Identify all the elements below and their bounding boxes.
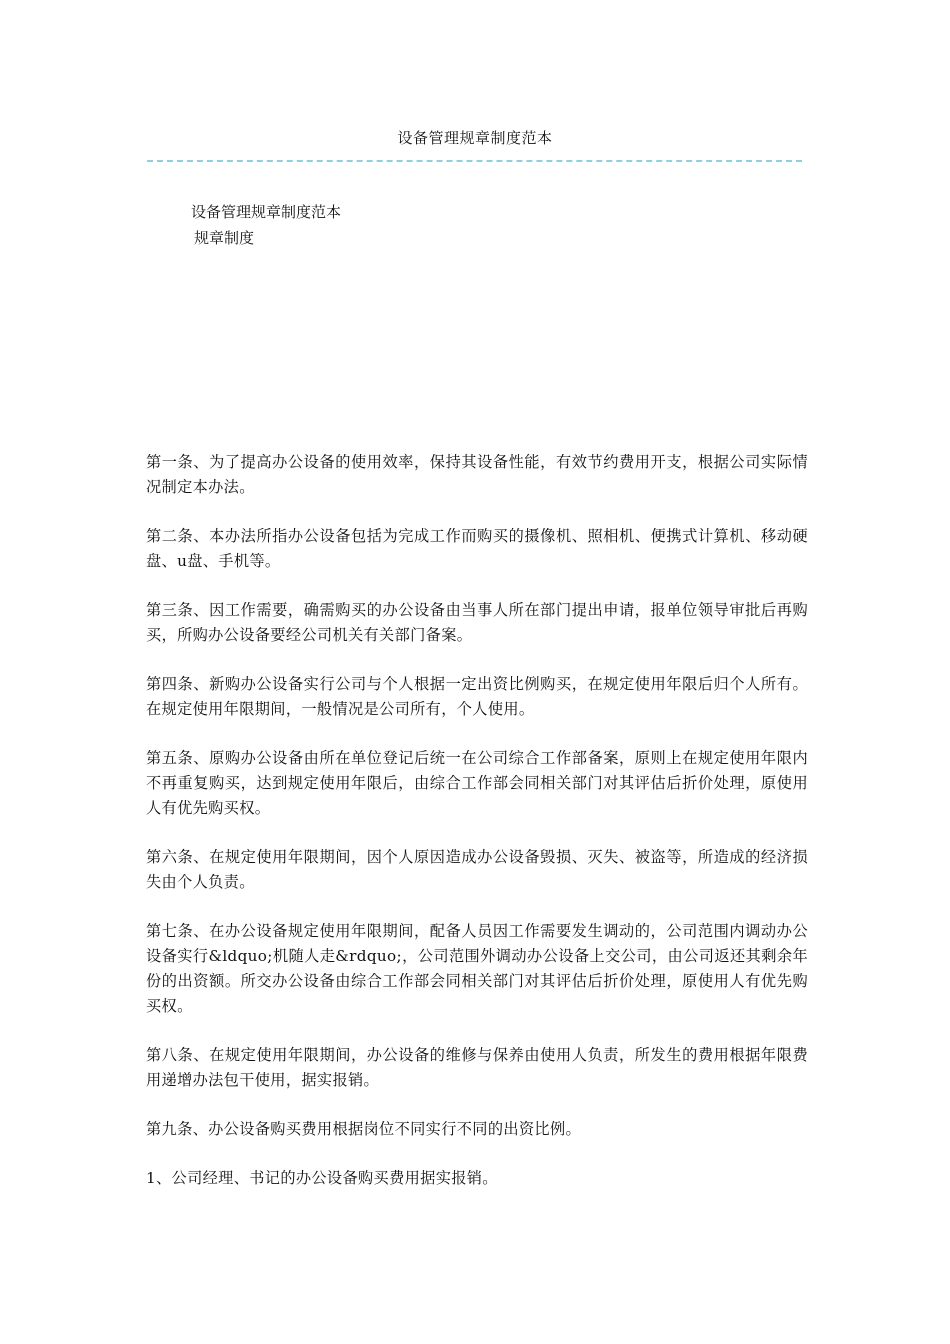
clause-1: 1、公司经理、书记的办公设备购买费用据实报销。 [146,1169,498,1187]
article-1: 第一条、为了提高办公设备的使用效率，保持其设备性能，有效节约费用开支，根据公司实际情况制定本办法。 [146,453,808,496]
article-8: 第八条、在规定使用年限期间，办公设备的维修与保养由使用人负责，所发生的费用根据年限费用递增办法包干使用，据实报销。 [146,1046,808,1089]
title-divider [147,160,802,162]
document-body [146,450,808,1215]
document-category: 规章制度 [194,229,255,247]
article-3: 第三条、因工作需要，确需购买的办公设备由当事人所在部门提出申请，报单位领导审批后再购买，所购办公设备要经公司机关有关部门备案。 [146,601,808,644]
article-5: 第五条、原购办公设备由所在单位登记后统一在公司综合工作部备案，原则上在规定使用年限内不再重复购买，达到规定使用年限后，由综合工作部会同相关部门对其评估后折价处理，原使用人有优先购买权。 [146,749,808,817]
article-4: 第四条、新购办公设备实行公司与个人根据一定出资比例购买，在规定使用年限后归个人所有。在规定使用年限期间，一般情况是公司所有，个人使用。 [146,675,808,718]
article-6: 第六条、在规定使用年限期间，因个人原因造成办公设备毁损、灭失、被盗等，所造成的经济损失由个人负责。 [146,848,808,891]
article-2: 第二条、本办法所指办公设备包括为完成工作而购买的摄像机、照相机、便携式计算机、移动硬盘、u盘、手机等。 [146,527,808,570]
document-subtitle: 设备管理规章制度范本 [191,203,342,221]
article-9: 第九条、办公设备购买费用根据岗位不同实行不同的出资比例。 [146,1120,582,1138]
document-title: 设备管理规章制度范本 [397,129,553,147]
article-7: 第七条、在办公设备规定使用年限期间，配备人员因工作需要发生调动的，公司范围内调动办公设备实行&ldquo;机随人走&rdquo;，公司范围外调动办公设备上交公司，由公司返还其剩余年份的出资额。所交办公设备由综合工作部会同相关部门对其评估后折价处理，原使用人有优先购买权。 [146,922,808,1015]
